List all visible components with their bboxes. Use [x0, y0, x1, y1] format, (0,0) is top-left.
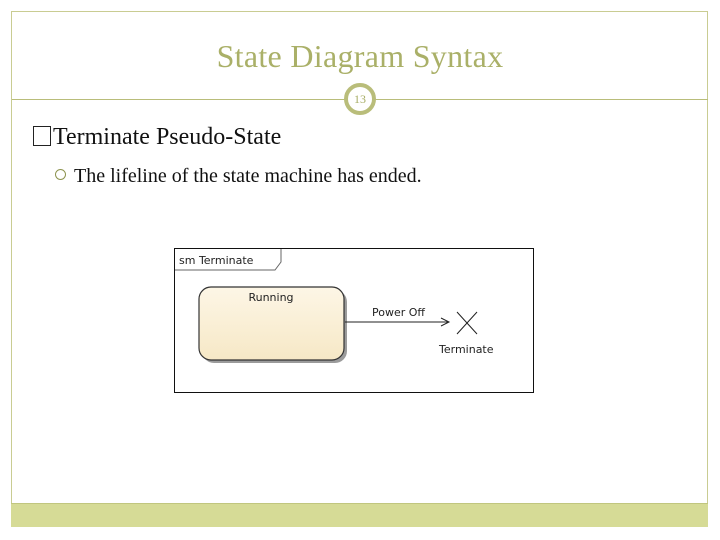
main-bullet-text: Terminate Pseudo-State	[53, 124, 282, 150]
state-label: Running	[248, 291, 294, 304]
page-number-badge: 13	[344, 83, 376, 115]
terminate-label: Terminate	[439, 343, 494, 356]
frame-label: sm Terminate	[179, 254, 254, 267]
ring-bullet-icon	[55, 169, 66, 180]
main-bullet	[33, 124, 281, 151]
sub-bullet-text: The lifeline of the state machine has ended.	[74, 165, 422, 187]
footer-bar	[11, 503, 708, 527]
square-bullet-icon	[33, 126, 51, 146]
slide-title: State Diagram Syntax	[216, 38, 504, 74]
sub-bullet	[55, 165, 422, 188]
state-diagram-image	[174, 248, 534, 393]
transition-label: Power Off	[372, 306, 425, 319]
state-diagram-svg	[175, 249, 533, 392]
